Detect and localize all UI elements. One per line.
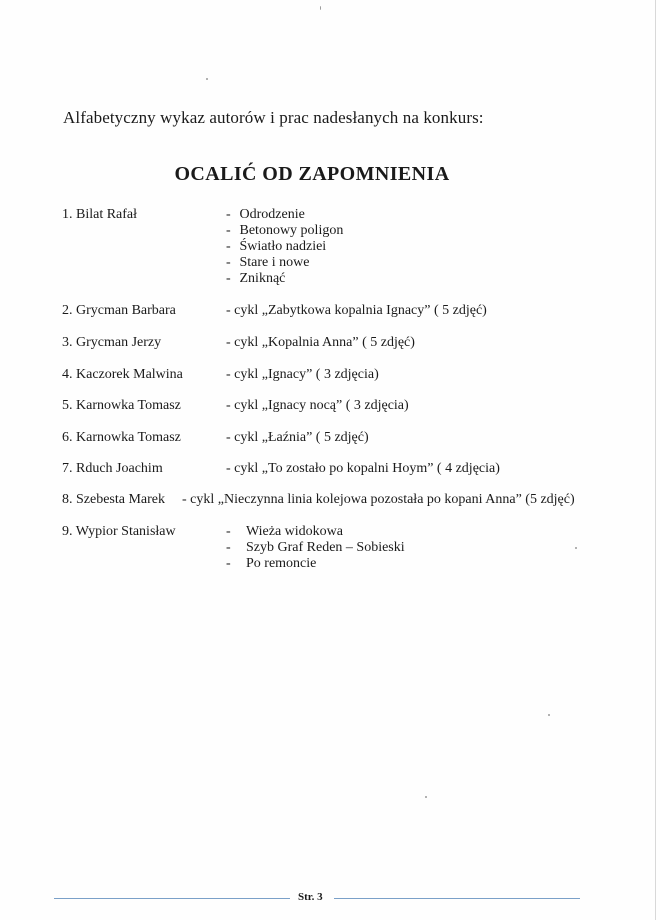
works-1 xyxy=(226,207,343,287)
scan-speck xyxy=(575,547,577,549)
work-title: Stare i nowe xyxy=(239,255,310,270)
footer-rule-left xyxy=(54,898,290,899)
dash: - xyxy=(226,540,231,555)
work-item xyxy=(226,524,405,540)
footer-rule-right xyxy=(334,898,580,899)
contest-title: OCALIĆ OD ZAPOMNIENIA xyxy=(174,163,450,185)
scan-speck xyxy=(425,796,427,798)
works-8 xyxy=(182,492,575,508)
dash: - xyxy=(226,430,231,445)
work-title: Wieża widokowa xyxy=(246,524,344,539)
dash: - xyxy=(226,239,231,254)
dash: - xyxy=(226,398,231,413)
work-title: cykl „Ignacy” ( 3 zdjęcia) xyxy=(234,367,379,382)
dash: - xyxy=(226,556,231,571)
author-2: 2. Grycman Barbara xyxy=(62,303,176,318)
work-item xyxy=(226,271,343,287)
works-6 xyxy=(226,430,369,446)
work-title: cykl „Kopalnia Anna” ( 5 zdjęć) xyxy=(234,335,415,350)
works-3 xyxy=(226,335,415,351)
dash: - xyxy=(226,207,231,222)
author-8: 8. Szebesta Marek xyxy=(62,492,166,507)
author-9: 9. Wypior Stanisław xyxy=(62,524,176,539)
page-edge xyxy=(655,0,656,920)
dash: - xyxy=(226,271,231,286)
page-number: Str. 3 xyxy=(298,891,323,903)
work-title: cykl „Nieczynna linia kolejowa pozostała po kopani Anna” (5 zdjęć) xyxy=(190,492,575,507)
dash: - xyxy=(226,335,231,350)
author-1: 1. Bilat Rafał xyxy=(62,207,138,222)
dash: - xyxy=(182,492,187,507)
dash: - xyxy=(226,461,231,476)
author-6: 6. Karnowka Tomasz xyxy=(62,430,181,445)
author-7: 7. Rduch Joachim xyxy=(62,461,163,476)
work-title: Po remoncie xyxy=(246,556,317,571)
work-title: Odrodzenie xyxy=(239,207,305,222)
scan-speck xyxy=(206,78,208,80)
work-title: Zniknąć xyxy=(239,271,286,286)
scan-speck xyxy=(548,714,550,716)
dash: - xyxy=(226,367,231,382)
author-3: 3. Grycman Jerzy xyxy=(62,335,162,350)
work-title: cykl „Ignacy nocą” ( 3 zdjęcia) xyxy=(234,398,409,413)
works-5 xyxy=(226,398,409,414)
work-item xyxy=(226,223,343,239)
work-title: cykl „Zabytkowa kopalnia Ignacy” ( 5 zdjęć) xyxy=(234,303,487,318)
work-title: Szyb Graf Reden – Sobieski xyxy=(246,540,405,555)
work-item xyxy=(226,255,343,271)
dash: - xyxy=(226,303,231,318)
dash: - xyxy=(226,223,231,238)
author-4: 4. Kaczorek Malwina xyxy=(62,367,183,382)
dash: - xyxy=(226,524,231,539)
scan-speck xyxy=(320,6,321,10)
works-4 xyxy=(226,367,379,383)
work-item xyxy=(226,239,343,255)
works-9 xyxy=(226,524,405,572)
work-title: Betonowy poligon xyxy=(239,223,344,238)
work-item xyxy=(226,207,343,223)
work-title: cykl „To zostało po kopalni Hoym” ( 4 zdjęcia) xyxy=(234,461,500,476)
work-item xyxy=(226,540,405,556)
work-title: Światło nadziei xyxy=(239,239,327,254)
author-5: 5. Karnowka Tomasz xyxy=(62,398,181,413)
works-2 xyxy=(226,303,487,319)
intro-text: Alfabetyczny wykaz autorów i prac nadesłanych na konkurs: xyxy=(63,108,484,127)
work-item xyxy=(226,556,405,572)
work-title: cykl „Łaźnia” ( 5 zdjęć) xyxy=(234,430,369,445)
dash: - xyxy=(226,255,231,270)
works-7 xyxy=(226,461,500,477)
